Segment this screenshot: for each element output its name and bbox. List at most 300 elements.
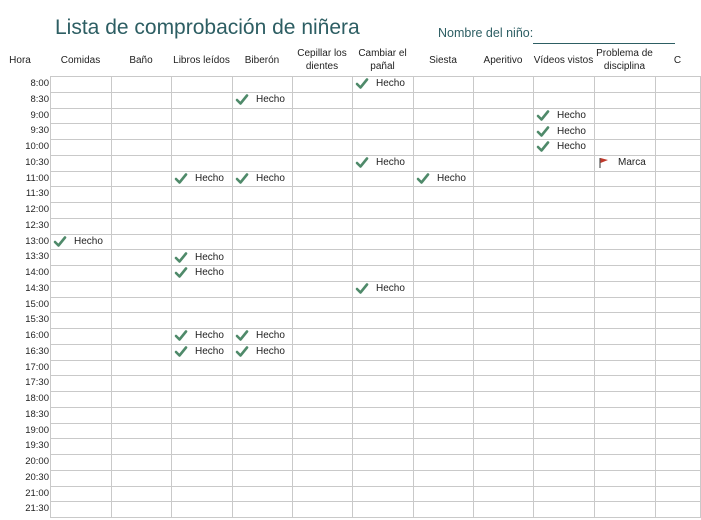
table-cell-comidas[interactable] <box>50 186 112 203</box>
table-cell-videos[interactable] <box>533 486 595 503</box>
entry-mark[interactable] <box>236 328 285 344</box>
table-cell-aperitivo[interactable] <box>473 312 534 329</box>
table-cell-extra[interactable] <box>655 108 701 125</box>
table-cell-panal[interactable] <box>352 438 414 455</box>
entry-mark[interactable] <box>175 265 224 281</box>
table-cell-comidas[interactable] <box>50 328 112 345</box>
table-cell-biberon[interactable] <box>232 360 293 377</box>
table-cell-bano[interactable] <box>111 407 172 424</box>
table-cell-comidas[interactable] <box>50 218 112 235</box>
table-cell-cepillar[interactable] <box>292 186 353 203</box>
table-cell-cepillar[interactable] <box>292 312 353 329</box>
table-cell-panal[interactable] <box>352 423 414 440</box>
table-cell-aperitivo[interactable] <box>473 486 534 503</box>
table-cell-disciplina[interactable] <box>594 391 656 408</box>
table-cell-videos[interactable] <box>533 76 595 93</box>
table-cell-extra[interactable] <box>655 218 701 235</box>
table-cell-cepillar[interactable] <box>292 375 353 392</box>
table-cell-cepillar[interactable] <box>292 344 353 361</box>
table-cell-cepillar[interactable] <box>292 328 353 345</box>
table-cell-biberon[interactable] <box>232 123 293 140</box>
table-cell-aperitivo[interactable] <box>473 344 534 361</box>
table-cell-videos[interactable] <box>533 297 595 314</box>
table-cell-siesta[interactable] <box>413 281 474 298</box>
table-cell-siesta[interactable] <box>413 249 474 266</box>
table-cell-libros[interactable] <box>171 407 233 424</box>
table-cell-disciplina[interactable] <box>594 76 656 93</box>
table-cell-biberon[interactable] <box>232 139 293 156</box>
table-cell-extra[interactable] <box>655 76 701 93</box>
table-cell-biberon[interactable] <box>232 391 293 408</box>
table-cell-siesta[interactable] <box>413 76 474 93</box>
table-cell-comidas[interactable] <box>50 501 112 518</box>
table-cell-libros[interactable] <box>171 108 233 125</box>
table-cell-cepillar[interactable] <box>292 76 353 93</box>
table-cell-extra[interactable] <box>655 186 701 203</box>
table-cell-extra[interactable] <box>655 155 701 172</box>
table-cell-libros[interactable] <box>171 76 233 93</box>
table-cell-bano[interactable] <box>111 92 172 109</box>
entry-mark[interactable] <box>175 344 224 360</box>
table-cell-videos[interactable] <box>533 470 595 487</box>
table-cell-libros[interactable] <box>171 391 233 408</box>
table-cell-aperitivo[interactable] <box>473 249 534 266</box>
table-cell-disciplina[interactable] <box>594 281 656 298</box>
table-cell-cepillar[interactable] <box>292 202 353 219</box>
table-cell-comidas[interactable] <box>50 139 112 156</box>
table-cell-biberon[interactable] <box>232 155 293 172</box>
table-cell-extra[interactable] <box>655 407 701 424</box>
table-cell-bano[interactable] <box>111 76 172 93</box>
table-cell-aperitivo[interactable] <box>473 328 534 345</box>
table-cell-cepillar[interactable] <box>292 234 353 251</box>
table-cell-aperitivo[interactable] <box>473 501 534 518</box>
table-cell-videos[interactable] <box>533 423 595 440</box>
table-cell-disciplina[interactable] <box>594 470 656 487</box>
table-cell-panal[interactable] <box>352 360 414 377</box>
table-cell-comidas[interactable] <box>50 171 112 188</box>
table-cell-panal[interactable] <box>352 470 414 487</box>
table-cell-videos[interactable] <box>533 202 595 219</box>
table-cell-aperitivo[interactable] <box>473 360 534 377</box>
table-cell-comidas[interactable] <box>50 297 112 314</box>
child-name-field[interactable] <box>533 43 675 44</box>
table-cell-bano[interactable] <box>111 486 172 503</box>
table-cell-cepillar[interactable] <box>292 360 353 377</box>
table-cell-panal[interactable] <box>352 123 414 140</box>
table-cell-comidas[interactable] <box>50 407 112 424</box>
table-cell-aperitivo[interactable] <box>473 155 534 172</box>
table-cell-comidas[interactable] <box>50 108 112 125</box>
table-cell-comidas[interactable] <box>50 375 112 392</box>
table-cell-panal[interactable] <box>352 297 414 314</box>
table-cell-comidas[interactable] <box>50 155 112 172</box>
table-cell-disciplina[interactable] <box>594 297 656 314</box>
table-cell-biberon[interactable] <box>232 501 293 518</box>
table-cell-libros[interactable] <box>171 312 233 329</box>
table-cell-biberon[interactable] <box>232 186 293 203</box>
table-cell-disciplina[interactable] <box>594 344 656 361</box>
table-cell-disciplina[interactable] <box>594 171 656 188</box>
table-cell-libros[interactable] <box>171 123 233 140</box>
table-cell-bano[interactable] <box>111 171 172 188</box>
table-cell-panal[interactable] <box>352 186 414 203</box>
entry-mark[interactable] <box>175 249 224 265</box>
entry-mark[interactable] <box>537 139 586 155</box>
entry-mark[interactable] <box>356 76 405 92</box>
table-cell-extra[interactable] <box>655 438 701 455</box>
table-cell-disciplina[interactable] <box>594 407 656 424</box>
table-cell-extra[interactable] <box>655 470 701 487</box>
table-cell-comidas[interactable] <box>50 470 112 487</box>
table-cell-panal[interactable] <box>352 218 414 235</box>
table-cell-aperitivo[interactable] <box>473 202 534 219</box>
table-cell-videos[interactable] <box>533 328 595 345</box>
table-cell-videos[interactable] <box>533 391 595 408</box>
table-cell-aperitivo[interactable] <box>473 438 534 455</box>
table-cell-aperitivo[interactable] <box>473 407 534 424</box>
table-cell-videos[interactable] <box>533 249 595 266</box>
table-cell-cepillar[interactable] <box>292 139 353 156</box>
table-cell-cepillar[interactable] <box>292 171 353 188</box>
table-cell-videos[interactable] <box>533 281 595 298</box>
table-cell-disciplina[interactable] <box>594 249 656 266</box>
table-cell-disciplina[interactable] <box>594 202 656 219</box>
table-cell-libros[interactable] <box>171 234 233 251</box>
table-cell-panal[interactable] <box>352 139 414 156</box>
table-cell-aperitivo[interactable] <box>473 139 534 156</box>
table-cell-comidas[interactable] <box>50 312 112 329</box>
table-cell-siesta[interactable] <box>413 139 474 156</box>
table-cell-disciplina[interactable] <box>594 123 656 140</box>
table-cell-aperitivo[interactable] <box>473 375 534 392</box>
table-cell-libros[interactable] <box>171 423 233 440</box>
table-cell-comidas[interactable] <box>50 249 112 266</box>
table-cell-panal[interactable] <box>352 265 414 282</box>
table-cell-biberon[interactable] <box>232 202 293 219</box>
table-cell-siesta[interactable] <box>413 234 474 251</box>
table-cell-disciplina[interactable] <box>594 108 656 125</box>
table-cell-biberon[interactable] <box>232 265 293 282</box>
table-cell-comidas[interactable] <box>50 423 112 440</box>
table-cell-panal[interactable] <box>352 501 414 518</box>
table-cell-panal[interactable] <box>352 344 414 361</box>
table-cell-bano[interactable] <box>111 249 172 266</box>
table-cell-panal[interactable] <box>352 234 414 251</box>
table-cell-biberon[interactable] <box>232 454 293 471</box>
table-cell-siesta[interactable] <box>413 218 474 235</box>
table-cell-extra[interactable] <box>655 171 701 188</box>
table-cell-videos[interactable] <box>533 186 595 203</box>
table-cell-siesta[interactable] <box>413 123 474 140</box>
table-cell-siesta[interactable] <box>413 360 474 377</box>
table-cell-extra[interactable] <box>655 423 701 440</box>
table-cell-aperitivo[interactable] <box>473 234 534 251</box>
table-cell-bano[interactable] <box>111 108 172 125</box>
entry-mark[interactable] <box>356 155 405 171</box>
table-cell-aperitivo[interactable] <box>473 92 534 109</box>
table-cell-siesta[interactable] <box>413 155 474 172</box>
table-cell-libros[interactable] <box>171 92 233 109</box>
table-cell-bano[interactable] <box>111 470 172 487</box>
table-cell-cepillar[interactable] <box>292 470 353 487</box>
table-cell-extra[interactable] <box>655 328 701 345</box>
table-cell-comidas[interactable] <box>50 454 112 471</box>
table-cell-cepillar[interactable] <box>292 281 353 298</box>
table-cell-videos[interactable] <box>533 92 595 109</box>
table-cell-disciplina[interactable] <box>594 375 656 392</box>
entry-mark[interactable] <box>236 171 285 187</box>
table-cell-panal[interactable] <box>352 328 414 345</box>
table-cell-libros[interactable] <box>171 281 233 298</box>
table-cell-libros[interactable] <box>171 155 233 172</box>
table-cell-extra[interactable] <box>655 281 701 298</box>
table-cell-bano[interactable] <box>111 297 172 314</box>
table-cell-siesta[interactable] <box>413 202 474 219</box>
table-cell-biberon[interactable] <box>232 486 293 503</box>
table-cell-comidas[interactable] <box>50 202 112 219</box>
table-cell-aperitivo[interactable] <box>473 218 534 235</box>
table-cell-aperitivo[interactable] <box>473 391 534 408</box>
table-cell-extra[interactable] <box>655 297 701 314</box>
table-cell-extra[interactable] <box>655 391 701 408</box>
table-cell-extra[interactable] <box>655 265 701 282</box>
table-cell-siesta[interactable] <box>413 375 474 392</box>
table-cell-panal[interactable] <box>352 171 414 188</box>
table-cell-cepillar[interactable] <box>292 265 353 282</box>
table-cell-cepillar[interactable] <box>292 155 353 172</box>
table-cell-disciplina[interactable] <box>594 139 656 156</box>
table-cell-biberon[interactable] <box>232 438 293 455</box>
table-cell-libros[interactable] <box>171 202 233 219</box>
table-cell-disciplina[interactable] <box>594 218 656 235</box>
table-cell-extra[interactable] <box>655 344 701 361</box>
table-cell-libros[interactable] <box>171 470 233 487</box>
entry-mark[interactable] <box>537 123 586 139</box>
table-cell-cepillar[interactable] <box>292 454 353 471</box>
table-cell-panal[interactable] <box>352 454 414 471</box>
table-cell-panal[interactable] <box>352 391 414 408</box>
table-cell-cepillar[interactable] <box>292 92 353 109</box>
table-cell-siesta[interactable] <box>413 407 474 424</box>
table-cell-bano[interactable] <box>111 123 172 140</box>
table-cell-extra[interactable] <box>655 123 701 140</box>
table-cell-libros[interactable] <box>171 360 233 377</box>
table-cell-cepillar[interactable] <box>292 423 353 440</box>
table-cell-panal[interactable] <box>352 375 414 392</box>
table-cell-comidas[interactable] <box>50 123 112 140</box>
table-cell-libros[interactable] <box>171 501 233 518</box>
table-cell-libros[interactable] <box>171 297 233 314</box>
table-cell-siesta[interactable] <box>413 470 474 487</box>
table-cell-bano[interactable] <box>111 454 172 471</box>
entry-mark[interactable] <box>175 171 224 187</box>
table-cell-extra[interactable] <box>655 92 701 109</box>
table-cell-bano[interactable] <box>111 218 172 235</box>
table-cell-extra[interactable] <box>655 375 701 392</box>
entry-mark[interactable] <box>537 108 586 124</box>
table-cell-siesta[interactable] <box>413 312 474 329</box>
table-cell-cepillar[interactable] <box>292 407 353 424</box>
table-cell-extra[interactable] <box>655 360 701 377</box>
table-cell-siesta[interactable] <box>413 344 474 361</box>
table-cell-siesta[interactable] <box>413 265 474 282</box>
table-cell-aperitivo[interactable] <box>473 423 534 440</box>
table-cell-disciplina[interactable] <box>594 265 656 282</box>
table-cell-disciplina[interactable] <box>594 454 656 471</box>
table-cell-libros[interactable] <box>171 486 233 503</box>
table-cell-disciplina[interactable] <box>594 360 656 377</box>
table-cell-aperitivo[interactable] <box>473 108 534 125</box>
table-cell-comidas[interactable] <box>50 281 112 298</box>
table-cell-panal[interactable] <box>352 312 414 329</box>
table-cell-siesta[interactable] <box>413 328 474 345</box>
table-cell-bano[interactable] <box>111 391 172 408</box>
table-cell-panal[interactable] <box>352 486 414 503</box>
table-cell-libros[interactable] <box>171 375 233 392</box>
table-cell-biberon[interactable] <box>232 375 293 392</box>
table-cell-siesta[interactable] <box>413 486 474 503</box>
table-cell-libros[interactable] <box>171 438 233 455</box>
table-cell-aperitivo[interactable] <box>473 470 534 487</box>
table-cell-aperitivo[interactable] <box>473 454 534 471</box>
table-cell-aperitivo[interactable] <box>473 281 534 298</box>
table-cell-videos[interactable] <box>533 375 595 392</box>
table-cell-bano[interactable] <box>111 234 172 251</box>
table-cell-disciplina[interactable] <box>594 92 656 109</box>
table-cell-videos[interactable] <box>533 360 595 377</box>
table-cell-comidas[interactable] <box>50 265 112 282</box>
table-cell-cepillar[interactable] <box>292 249 353 266</box>
table-cell-aperitivo[interactable] <box>473 297 534 314</box>
table-cell-disciplina[interactable] <box>594 501 656 518</box>
table-cell-biberon[interactable] <box>232 423 293 440</box>
table-cell-biberon[interactable] <box>232 297 293 314</box>
table-cell-cepillar[interactable] <box>292 486 353 503</box>
table-cell-biberon[interactable] <box>232 108 293 125</box>
table-cell-panal[interactable] <box>352 407 414 424</box>
table-cell-extra[interactable] <box>655 249 701 266</box>
table-cell-comidas[interactable] <box>50 486 112 503</box>
table-cell-cepillar[interactable] <box>292 297 353 314</box>
table-cell-comidas[interactable] <box>50 391 112 408</box>
table-cell-siesta[interactable] <box>413 92 474 109</box>
entry-mark[interactable] <box>598 155 646 171</box>
table-cell-bano[interactable] <box>111 375 172 392</box>
table-cell-bano[interactable] <box>111 328 172 345</box>
table-cell-videos[interactable] <box>533 265 595 282</box>
table-cell-disciplina[interactable] <box>594 438 656 455</box>
table-cell-videos[interactable] <box>533 407 595 424</box>
table-cell-libros[interactable] <box>171 454 233 471</box>
entry-mark[interactable] <box>236 344 285 360</box>
table-cell-videos[interactable] <box>533 438 595 455</box>
table-cell-bano[interactable] <box>111 312 172 329</box>
table-cell-comidas[interactable] <box>50 76 112 93</box>
table-cell-extra[interactable] <box>655 501 701 518</box>
table-cell-libros[interactable] <box>171 186 233 203</box>
table-cell-bano[interactable] <box>111 360 172 377</box>
table-cell-aperitivo[interactable] <box>473 171 534 188</box>
table-cell-aperitivo[interactable] <box>473 76 534 93</box>
table-cell-bano[interactable] <box>111 139 172 156</box>
table-cell-panal[interactable] <box>352 249 414 266</box>
table-cell-cepillar[interactable] <box>292 123 353 140</box>
table-cell-cepillar[interactable] <box>292 438 353 455</box>
entry-mark[interactable] <box>417 171 466 187</box>
table-cell-siesta[interactable] <box>413 186 474 203</box>
table-cell-bano[interactable] <box>111 155 172 172</box>
entry-mark[interactable] <box>175 328 224 344</box>
table-cell-panal[interactable] <box>352 108 414 125</box>
table-cell-comidas[interactable] <box>50 360 112 377</box>
table-cell-siesta[interactable] <box>413 297 474 314</box>
table-cell-siesta[interactable] <box>413 391 474 408</box>
table-cell-videos[interactable] <box>533 155 595 172</box>
table-cell-siesta[interactable] <box>413 108 474 125</box>
table-cell-bano[interactable] <box>111 281 172 298</box>
table-cell-cepillar[interactable] <box>292 108 353 125</box>
table-cell-bano[interactable] <box>111 202 172 219</box>
entry-mark[interactable] <box>54 234 103 250</box>
table-cell-comidas[interactable] <box>50 344 112 361</box>
table-cell-extra[interactable] <box>655 202 701 219</box>
entry-mark[interactable] <box>236 92 285 108</box>
table-cell-videos[interactable] <box>533 344 595 361</box>
table-cell-bano[interactable] <box>111 438 172 455</box>
table-cell-aperitivo[interactable] <box>473 265 534 282</box>
table-cell-bano[interactable] <box>111 344 172 361</box>
table-cell-cepillar[interactable] <box>292 501 353 518</box>
table-cell-siesta[interactable] <box>413 501 474 518</box>
table-cell-extra[interactable] <box>655 234 701 251</box>
table-cell-videos[interactable] <box>533 454 595 471</box>
table-cell-biberon[interactable] <box>232 470 293 487</box>
table-cell-bano[interactable] <box>111 501 172 518</box>
entry-mark[interactable] <box>356 281 405 297</box>
table-cell-cepillar[interactable] <box>292 391 353 408</box>
table-cell-libros[interactable] <box>171 139 233 156</box>
table-cell-disciplina[interactable] <box>594 423 656 440</box>
table-cell-disciplina[interactable] <box>594 486 656 503</box>
table-cell-biberon[interactable] <box>232 407 293 424</box>
table-cell-comidas[interactable] <box>50 92 112 109</box>
table-cell-extra[interactable] <box>655 486 701 503</box>
table-cell-libros[interactable] <box>171 218 233 235</box>
table-cell-bano[interactable] <box>111 265 172 282</box>
table-cell-siesta[interactable] <box>413 438 474 455</box>
table-cell-extra[interactable] <box>655 139 701 156</box>
table-cell-aperitivo[interactable] <box>473 186 534 203</box>
table-cell-siesta[interactable] <box>413 423 474 440</box>
table-cell-bano[interactable] <box>111 423 172 440</box>
table-cell-videos[interactable] <box>533 218 595 235</box>
table-cell-biberon[interactable] <box>232 281 293 298</box>
table-cell-extra[interactable] <box>655 454 701 471</box>
table-cell-panal[interactable] <box>352 202 414 219</box>
table-cell-bano[interactable] <box>111 186 172 203</box>
table-cell-panal[interactable] <box>352 92 414 109</box>
table-cell-biberon[interactable] <box>232 249 293 266</box>
table-cell-biberon[interactable] <box>232 234 293 251</box>
table-cell-biberon[interactable] <box>232 218 293 235</box>
table-cell-disciplina[interactable] <box>594 234 656 251</box>
table-cell-videos[interactable] <box>533 234 595 251</box>
table-cell-extra[interactable] <box>655 312 701 329</box>
table-cell-disciplina[interactable] <box>594 312 656 329</box>
table-cell-videos[interactable] <box>533 501 595 518</box>
table-cell-aperitivo[interactable] <box>473 123 534 140</box>
